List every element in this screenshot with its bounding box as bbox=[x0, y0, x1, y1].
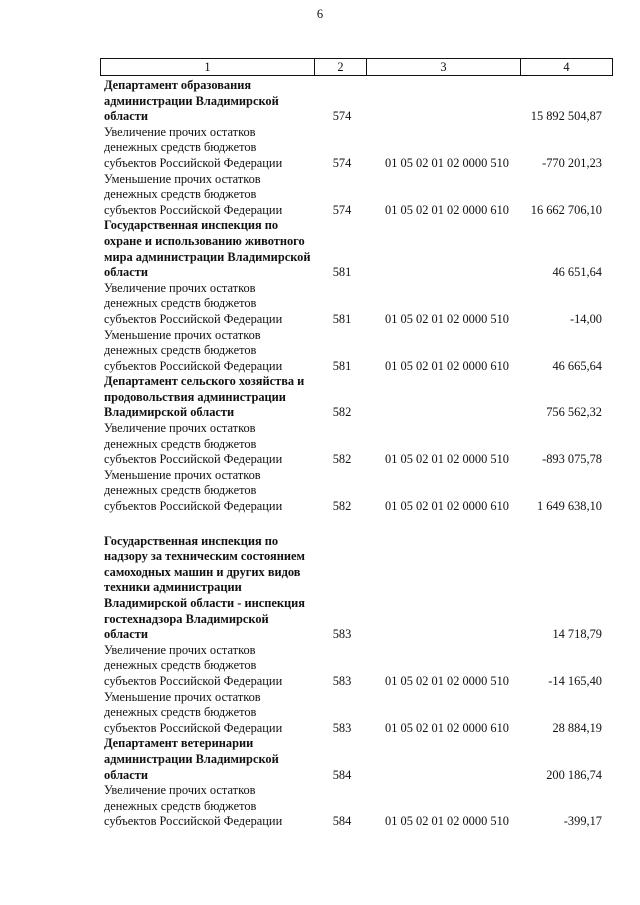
amount-value: 1 649 638,10 bbox=[536, 499, 602, 514]
amount-value: 14 718,79 bbox=[552, 627, 602, 642]
column-header-4: 4 bbox=[521, 59, 613, 76]
budget-classification-code: 01 05 02 01 02 0000 510 bbox=[385, 155, 509, 170]
description-line: субъектов Российской Федерации bbox=[104, 499, 283, 514]
admin-code: 583 bbox=[332, 720, 352, 735]
admin-code: 581 bbox=[332, 311, 352, 326]
department-name bbox=[104, 374, 316, 421]
admin-code: 581 bbox=[332, 265, 352, 280]
amount-value: -893 075,78 bbox=[542, 452, 602, 467]
admin-code: 581 bbox=[332, 358, 352, 373]
description-line: денежных средств бюджетов bbox=[104, 705, 257, 720]
budget-classification-code: 01 05 02 01 02 0000 510 bbox=[385, 452, 509, 467]
description-line: денежных средств бюджетов bbox=[104, 187, 257, 202]
description-line: денежных средств бюджетов bbox=[104, 483, 257, 498]
description-line: субъектов Российской Федерации bbox=[104, 720, 283, 735]
description-line: охране и использованию животного bbox=[104, 233, 305, 248]
admin-code: 582 bbox=[332, 405, 352, 420]
description-line: субъектов Российской Федерации bbox=[104, 311, 283, 326]
description-line: субъектов Российской Федерации bbox=[104, 814, 283, 829]
admin-code: 574 bbox=[332, 202, 352, 217]
description-line: Уменьшение прочих остатков bbox=[104, 467, 261, 482]
budget-classification-code: 01 05 02 01 02 0000 610 bbox=[385, 358, 509, 373]
description-line: субъектов Российской Федерации bbox=[104, 202, 283, 217]
description-line: субъектов Российской Федерации bbox=[104, 452, 283, 467]
admin-code: 582 bbox=[332, 499, 352, 514]
budget-table-body bbox=[0, 78, 640, 830]
budget-classification-code: 01 05 02 01 02 0000 510 bbox=[385, 673, 509, 688]
description-line: Увеличение прочих остатков bbox=[104, 642, 256, 657]
item-description bbox=[104, 281, 316, 328]
department-row bbox=[0, 78, 640, 125]
department-name bbox=[104, 534, 316, 643]
description-line: Департамент сельского хозяйства и bbox=[104, 374, 305, 389]
description-line: области bbox=[104, 767, 148, 782]
description-line: Департамент ветеринарии bbox=[104, 736, 254, 751]
description-line: администрации Владимирской bbox=[104, 751, 279, 766]
admin-code: 574 bbox=[332, 109, 352, 124]
description-line: денежных средств бюджетов bbox=[104, 436, 257, 451]
table-row bbox=[0, 421, 640, 468]
department-row bbox=[0, 736, 640, 783]
description-line: денежных средств бюджетов bbox=[104, 343, 257, 358]
item-description bbox=[104, 125, 316, 172]
admin-code: 583 bbox=[332, 673, 352, 688]
item-description bbox=[104, 172, 316, 219]
table-row bbox=[0, 643, 640, 690]
department-name bbox=[104, 736, 316, 783]
description-line: Государственная инспекция по bbox=[104, 218, 279, 233]
description-line: мира администрации Владимирской bbox=[104, 249, 311, 264]
department-name bbox=[104, 218, 316, 280]
budget-classification-code: 01 05 02 01 02 0000 610 bbox=[385, 499, 509, 514]
column-header-1: 1 bbox=[101, 59, 315, 76]
department-row bbox=[0, 534, 640, 643]
column-header-2: 2 bbox=[315, 59, 367, 76]
description-line: Департамент образования bbox=[104, 78, 252, 92]
column-header-3: 3 bbox=[367, 59, 521, 76]
description-line: области bbox=[104, 627, 148, 642]
description-line: продовольствия администрации bbox=[104, 389, 286, 404]
description-line: области bbox=[104, 109, 148, 124]
admin-code: 584 bbox=[332, 767, 352, 782]
description-line: гостехнадзора Владимирской bbox=[104, 611, 269, 626]
budget-classification-code: 01 05 02 01 02 0000 610 bbox=[385, 720, 509, 735]
amount-value: 46 651,64 bbox=[552, 265, 602, 280]
amount-value: 28 884,19 bbox=[552, 720, 602, 735]
description-line: области bbox=[104, 265, 148, 280]
description-line: Государственная инспекция по bbox=[104, 533, 279, 548]
department-row bbox=[0, 218, 640, 280]
description-line: Уменьшение прочих остатков bbox=[104, 171, 261, 186]
amount-value: -770 201,23 bbox=[542, 155, 602, 170]
description-line: субъектов Российской Федерации bbox=[104, 673, 283, 688]
table-row bbox=[0, 328, 640, 375]
amount-value: 756 562,32 bbox=[546, 405, 602, 420]
admin-code: 574 bbox=[332, 155, 352, 170]
table-row bbox=[0, 125, 640, 172]
budget-classification-code: 01 05 02 01 02 0000 510 bbox=[385, 814, 509, 829]
page-number: 6 bbox=[316, 7, 324, 21]
amount-value: 16 662 706,10 bbox=[530, 202, 602, 217]
admin-code: 584 bbox=[332, 814, 352, 829]
description-line: денежных средств бюджетов bbox=[104, 658, 257, 673]
amount-value: 15 892 504,87 bbox=[530, 109, 602, 124]
item-description bbox=[104, 690, 316, 737]
table-row bbox=[0, 281, 640, 328]
table-row bbox=[0, 783, 640, 830]
description-line: Увеличение прочих остатков bbox=[104, 280, 256, 295]
description-line: денежных средств бюджетов bbox=[104, 798, 257, 813]
item-description bbox=[104, 328, 316, 375]
amount-value: -14,00 bbox=[569, 311, 602, 326]
description-line: Увеличение прочих остатков bbox=[104, 783, 256, 798]
description-line: администрации Владимирской bbox=[104, 93, 279, 108]
admin-code: 583 bbox=[332, 627, 352, 642]
description-line: Владимирской области - инспекция bbox=[104, 596, 306, 610]
budget-classification-code: 01 05 02 01 02 0000 610 bbox=[385, 202, 509, 217]
description-line: Уменьшение прочих остатков bbox=[104, 327, 261, 342]
amount-value: -14 165,40 bbox=[548, 673, 602, 688]
description-line: Владимирской области bbox=[104, 405, 235, 420]
department-row bbox=[0, 374, 640, 421]
item-description bbox=[104, 421, 316, 468]
table-row bbox=[0, 172, 640, 219]
description-line: надзору за техническим состоянием bbox=[104, 549, 305, 564]
description-line: денежных средств бюджетов bbox=[104, 296, 257, 311]
description-line: денежных средств бюджетов bbox=[104, 140, 257, 155]
description-line: самоходных машин и других видов bbox=[104, 564, 301, 579]
budget-classification-code: 01 05 02 01 02 0000 510 bbox=[385, 311, 509, 326]
department-name bbox=[104, 78, 316, 125]
description-line: Увеличение прочих остатков bbox=[104, 421, 256, 436]
item-description bbox=[104, 468, 316, 515]
admin-code: 582 bbox=[332, 452, 352, 467]
amount-value: -399,17 bbox=[563, 814, 602, 829]
description-line: Уменьшение прочих остатков bbox=[104, 689, 261, 704]
amount-value: 46 665,64 bbox=[552, 358, 602, 373]
description-line: Увеличение прочих остатков bbox=[104, 124, 256, 139]
description-line: техники администрации bbox=[104, 580, 242, 595]
description-line: субъектов Российской Федерации bbox=[104, 358, 283, 373]
table-row bbox=[0, 690, 640, 737]
amount-value: 200 186,74 bbox=[546, 767, 602, 782]
table-row bbox=[0, 468, 640, 515]
description-line: субъектов Российской Федерации bbox=[104, 155, 283, 170]
column-header-row bbox=[100, 58, 613, 76]
item-description bbox=[104, 783, 316, 830]
item-description bbox=[104, 643, 316, 690]
